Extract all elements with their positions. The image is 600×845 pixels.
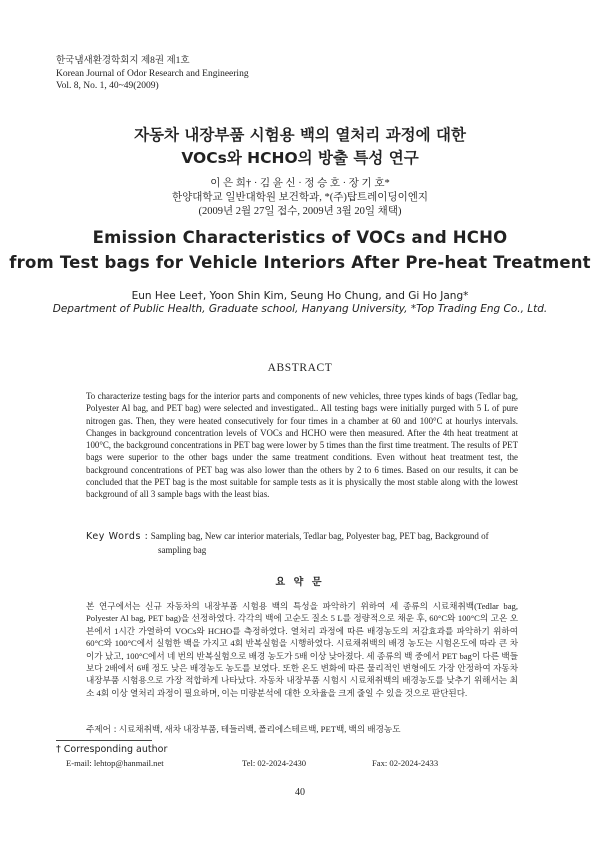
abstract-body: To characterize testing bags for the interior parts and components of new vehicles, three types kinds of bags (Tedlar bag, Polyester Al bag, and PET bag) were selected and investigated.. All testing bags were initially purged with 5 L of pure nitrogen gas. Then, they were heated consecutively for four times in a chamber at 60 and 100°C at hourlys intervals. Changes in background concentration levels of VOCs and HCHO were then measured. After the 4th heat treatment at 100°C, the background concentrations in PET bag were lower by 5 times than the first time treatment. The results of PET bags were superior to the other bags under the same treatment conditions. Even without heat treatment test, the background concentrations of PET bag was also lower than the others by 2 to 6 times. Based on our results, it can be concluded that the PET bag is the most suitable for sample tests as it is physically the most stable along with the lowest background of all 3 sample bags with the least bias. bbox=[86, 391, 518, 500]
korean-author-names: 이 은 희† · 김 윤 신 · 정 승 호 · 장 기 호* bbox=[210, 178, 390, 189]
english-author-names: Eun Hee Lee†, Yoon Shin Kim, Seung Ho Chung, and Gi Ho Jang* bbox=[131, 290, 469, 302]
contact-fax: Fax: 02-2024-2433 bbox=[372, 758, 439, 768]
korean-dates: (2009년 2월 27일 접수, 2009년 3월 20일 채택) bbox=[198, 206, 402, 217]
korean-title-line2: VOCs와 HCHO의 방출 특성 연구 bbox=[181, 149, 419, 167]
english-department: Department of Public Health, Graduate school, Hanyang University, *Top Trading Eng Co., Ltd. bbox=[52, 303, 548, 315]
page-number: 40 bbox=[295, 787, 305, 798]
keywords-block bbox=[86, 530, 526, 556]
korean-keywords-label: 주제어 : bbox=[86, 725, 117, 735]
english-title-line2: from Test bags for Vehicle Interiors After Pre-heat Treatment bbox=[9, 253, 591, 272]
korean-abstract-body: 본 연구에서는 신규 자동차의 내장부품 시험용 백의 특성을 파악하기 위하여 세 종류의 시료채취백(Tedlar bag, Polyester Al bag, PET bag)을 선정하였다. 각각의 백에 고순도 질소 5 L를 정량적으로 채운 후, 60°C와 100°C의 고온 오븐에서 1시간 가열하여 VOCs와 HCHO를 측정하였다. 열처리 과정에 따른 배경농도의 저감효과를 파악하기 위하여 60°C와 100°C에서 실험한 백을 가지고 4회 반복실험을 시행하였다. 시료채취백의 배경 농도는 시험온도에 따라 큰 차이가 났고, 100°C에서 네 번의 반복실험으로 배경 농도가 5배 이상 낮아졌다. 세 종류의 백 중에서 PET bag이 다른 백들보다 2배에서 6배 정도 낮은 배경농도 농도를 보였다. 또한 온도 변화에 따른 물리적인 변형에도 가장 안정하여 자동차 내장부품 시험용으로 가장 적합하게 나타났다. 자동차 내장부품 시험시 시료채취백의 배경농도를 낮추기 위해서는 최소 4회 이상 열처리 과정이 필요하며, 이는 미량분석에 대한 오차율을 크게 줄일 수 있을 것으로 판단된다. bbox=[86, 601, 518, 698]
english-title bbox=[0, 225, 600, 275]
keywords-text: Sampling bag, New car interior materials, Tedlar bag, Polyester bag, PET bag, Background of bbox=[150, 531, 489, 541]
contact-email: E-mail: lehtop@hanmail.net bbox=[66, 758, 164, 768]
keywords-line2: sampling bag bbox=[158, 544, 207, 555]
english-authors-block bbox=[0, 290, 600, 316]
korean-keywords-text: 시료채취백, 새차 내장부품, 테들러백, 폴리에스테르백, PET백, 백의 배경농도 bbox=[118, 724, 401, 734]
abstract-heading: ABSTRACT bbox=[267, 362, 333, 374]
korean-title bbox=[0, 124, 600, 170]
korean-abstract-heading: 요 약 문 bbox=[275, 577, 325, 588]
journal-name-english: Korean Journal of Odor Research and Engineering bbox=[56, 68, 249, 79]
keywords-label: Key Words : bbox=[86, 531, 149, 542]
korean-authors-block bbox=[0, 177, 600, 219]
footnote-divider bbox=[56, 740, 152, 741]
journal-name-korean: 한국냄새환경학회지 제8권 제1호 bbox=[56, 56, 190, 66]
keywords-line1 bbox=[86, 530, 526, 544]
journal-header bbox=[56, 55, 249, 93]
corresponding-author-note: † Corresponding author bbox=[56, 744, 168, 755]
korean-affiliation: 한양대학교 일반대학원 보건학과, *(주)탑트레이딩이엔지 bbox=[171, 192, 429, 203]
korean-title-line1: 자동차 내장부품 시험용 백의 열처리 과정에 대한 bbox=[134, 126, 466, 144]
contact-tel: Tel: 02-2024-2430 bbox=[242, 758, 307, 768]
journal-volume: Vol. 8, No. 1, 40~49(2009) bbox=[56, 81, 159, 91]
english-title-line1: Emission Characteristics of VOCs and HCHO bbox=[92, 228, 508, 247]
korean-keywords-block bbox=[86, 723, 401, 735]
